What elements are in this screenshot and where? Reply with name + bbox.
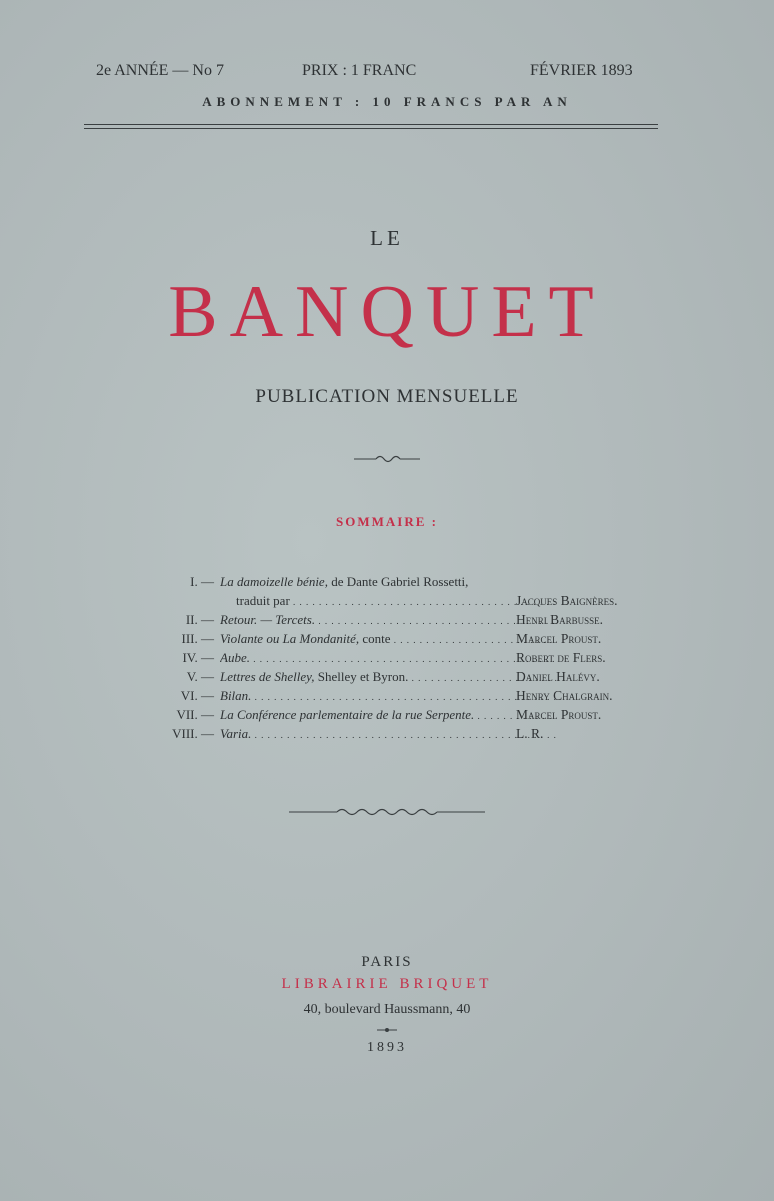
toc-title: traduit par . . . [236,593,556,609]
imprint-address: 40, boulevard Haussmann, 40 [303,1002,471,1017]
toc-number: IV. — [182,650,214,665]
header-rule-top [84,124,658,125]
toc-title: Retour. — Tercets. . . . [220,612,556,628]
toc-title: La Conférence parlementaire de la rue Serpente. . . . [220,707,556,723]
masthead-title: BANQUET [168,271,606,353]
toc-title: La damoizelle bénie, de Dante Gabriel Rossetti, [220,574,469,589]
toc-number: VII. — [176,707,214,722]
toc-author: Marcel Proust. [516,631,602,646]
toc-item [80,650,660,669]
toc-title: Bilan. . . . [220,688,556,704]
imprint-year: 1893 [367,1040,407,1055]
toc-item [80,574,660,593]
toc-item [80,707,660,726]
contents-heading: SOMMAIRE : [336,514,438,529]
toc-author: L. R. [516,726,544,741]
toc-number: I. — [190,574,214,589]
toc-author: Henri Barbusse. [516,612,604,627]
toc-number: VI. — [180,688,214,703]
toc-number: II. — [185,612,214,627]
toc-number: III. — [181,631,214,646]
toc-author: Daniel Halévy. [516,669,600,684]
toc-item [80,631,660,650]
header-rule-bottom [84,128,658,129]
subscription-line: ABONNEMENT : 10 FRANCS PAR AN [202,94,572,109]
masthead-subtitle: PUBLICATION MENSUELLE [255,386,519,407]
imprint-city: PARIS [361,954,413,970]
ornament-small [0,452,774,471]
toc-item [80,612,660,631]
issue-date: FÉVRIER 1893 [530,62,633,79]
toc-number: V. — [186,669,214,684]
masthead-le: LE [370,226,404,250]
imprint-publisher: LIBRAIRIE BRIQUET [281,976,493,992]
issue-number: 2e ANNÉE — No 7 [96,62,224,79]
price: PRIX : 1 FRANC [302,62,417,79]
toc-title: Lettres de Shelley, Shelley et Byron. . . . [220,669,556,685]
toc-author: Henry Chalgrain. [516,688,613,703]
toc-title: Aube. . . . [220,650,556,666]
toc-title: Violante ou La Mondanité, conte . . . [220,631,556,647]
toc-author: Jacques Baignères. [516,593,618,608]
toc-item [80,593,660,612]
toc-author: Robert de Flers. [516,650,606,665]
toc-item [80,726,660,745]
toc-item [80,688,660,707]
toc-number: VIII. — [172,726,214,741]
ornament-large [0,804,774,825]
toc-title: Varia. . . . [220,726,556,742]
toc-item [80,669,660,688]
ornament-tiny [0,1021,774,1039]
toc-author: Marcel Proust. [516,707,602,722]
